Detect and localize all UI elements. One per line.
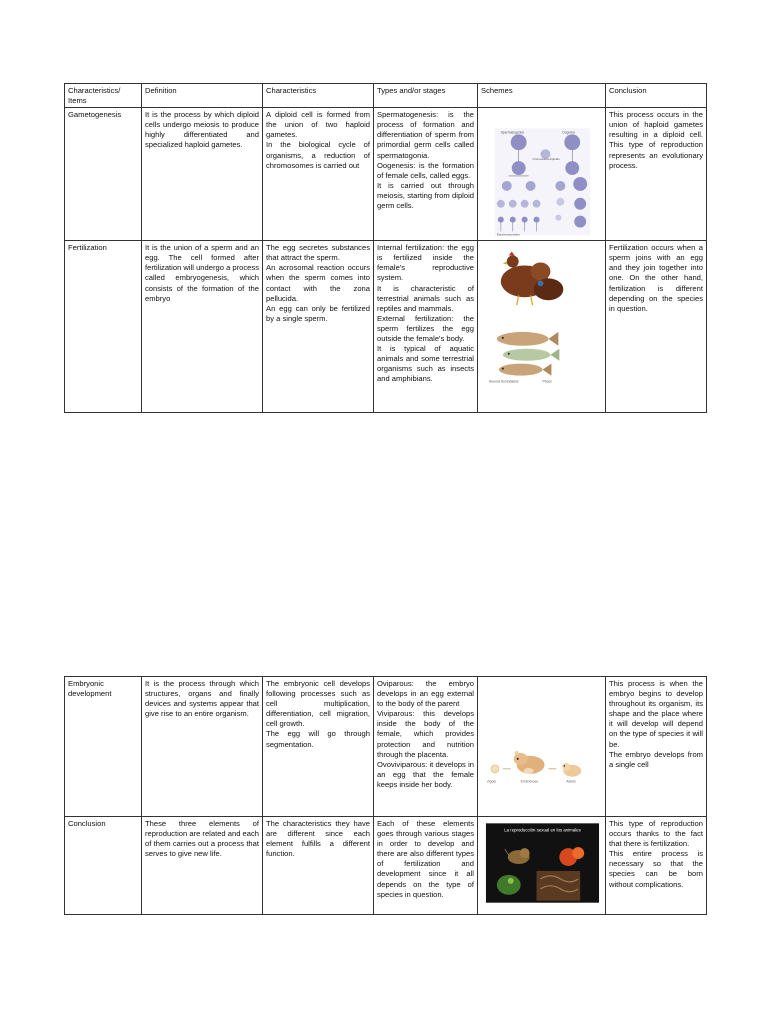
definition-cell: It is the union of a sperm and an egg. The cell formed after fertilization will undergo a process called embryogenesis, which consists of the formation of the embryo — [142, 241, 263, 413]
header-row — [65, 84, 707, 108]
fish-label-left: Huevos fecundados — [488, 379, 519, 384]
types-cell: Each of these elements goes through various stages in order to develop and there are also different types of fertilization and development since it all depends on the type of species in question. — [374, 817, 478, 915]
definition-cell: It is the process by which diploid cells undergo meiosis to produce highly differentiated and specialized haploid gametes. — [142, 108, 263, 241]
label-embryo: Embrióvaso — [520, 779, 539, 784]
header-conclusion: Conclusion — [606, 84, 707, 108]
characteristics-cell: The embryonic cell develops following processes such as cell multiplication, differentiation, cell migration, cell growth. The egg will go through segmentation. — [263, 677, 374, 817]
scheme-cell — [478, 817, 606, 915]
table-row-gametogenesis — [65, 108, 707, 241]
reproduction-table-top — [64, 83, 707, 413]
conclusion-cell: This process is when the embryo begins to develop throughout its organism, its shape and the place where it will develop will depend on the type of species it will be. The embryo develops from a single cell — [606, 677, 707, 817]
types-cell: Spermatogenesis: is the process of formation and differentiation of sperm from primordial germ cells called spermatogonia. Oogenesis: is the formation of female cells, called eggs. It is carried out through meiosis, starting from diploid germ cells. — [374, 108, 478, 241]
types-cell: Oviparous: the embryo develops in an egg external to the body of the parent Viviparous: this develops inside the body of the female, which provides protection and nutrition through the placenta. Ovoviviparous: it develops in an egg that the female keeps inside her body. — [374, 677, 478, 817]
label-spermatogonia: Spermatogonial — [500, 130, 524, 135]
label-zygote: Zigoto — [486, 779, 497, 784]
characteristics-cell: The characteristics they have are different since each element fulfills a different function. — [263, 817, 374, 915]
characteristics-cell: The egg secretes substances that attract the sperm. An acrosomal reaction occurs when the sperm comes into contact with the zona pellucida. An egg can only be fertilized by a single sperm. — [263, 241, 374, 413]
hens-image — [501, 252, 563, 306]
header-schemes: Schemes — [478, 84, 606, 108]
header-definition: Definition — [142, 84, 263, 108]
animal-reproduction-collage — [481, 819, 602, 911]
label-adult: Adulto — [566, 779, 576, 784]
embryo-development-diagram — [481, 679, 602, 813]
gametogenesis-diagram — [481, 110, 602, 238]
scheme-cell — [478, 677, 606, 817]
table-row-conclusion — [65, 817, 707, 915]
conclusion-cell: This type of reproduction occurs thanks to the fact that there is fertilization. This entire process is necessary so that the species can be born without complications. — [606, 817, 707, 915]
scheme-cell — [478, 241, 606, 413]
characteristics-cell: A diploid cell is formed from the union of two haploid gametes. In the biological cycle of organisms, a reduction of chromosomes is carried out — [263, 108, 374, 241]
conclusion-cell: This process occurs in the union of haploid gametes resulting in a diploid cell. This type of reproduction represents an evolutionary process. — [606, 108, 707, 241]
header-items: Characteristics/ Items — [65, 84, 142, 108]
definition-cell: These three elements of reproduction are related and each of them carries out a process that serves to give new life. — [142, 817, 263, 915]
definition-cell: It is the process through which structures, organs and finally devices and systems appear that give rise to an entire organism. — [142, 677, 263, 817]
header-types: Types and/or stages — [374, 84, 478, 108]
header-characteristics: Characteristics — [263, 84, 374, 108]
row-label: Gametogenesis — [65, 108, 142, 241]
table-row-embryonic-development — [65, 677, 707, 817]
row-label: Embryonic development — [65, 677, 142, 817]
scheme-cell — [478, 108, 606, 241]
fish-label-right: Peces — [542, 379, 552, 384]
types-cell: Internal fertilization: the egg is fertilized inside the female's reproductive system. It is characteristic of terrestrial animals such as reptiles and mammals. External fertilization: the sperm fertilizes the egg outside the female's body. It is typical of aquatic animals and some terrestrial organisms such as insects and amphibians. — [374, 241, 478, 413]
label-chromosomes: Cromosoma diploide — [532, 157, 560, 162]
label-oogonia: Oogonia — [562, 130, 575, 135]
fish-image — [489, 332, 559, 384]
label-spermatozoa: Espermatozoides — [496, 232, 520, 237]
row-label: Conclusion — [65, 817, 142, 915]
conclusion-cell: Fertilization occurs when a sperm joins with an egg and they join together into one. On the other hand, fertilization is different depending on the species in question. — [606, 241, 707, 413]
reproduction-table-bottom — [64, 676, 707, 915]
collage-title: La reproducción sexual en los animales — [504, 827, 581, 833]
fertilization-illustrations — [481, 243, 602, 403]
row-label: Fertilization — [65, 241, 142, 413]
table-row-fertilization — [65, 241, 707, 413]
